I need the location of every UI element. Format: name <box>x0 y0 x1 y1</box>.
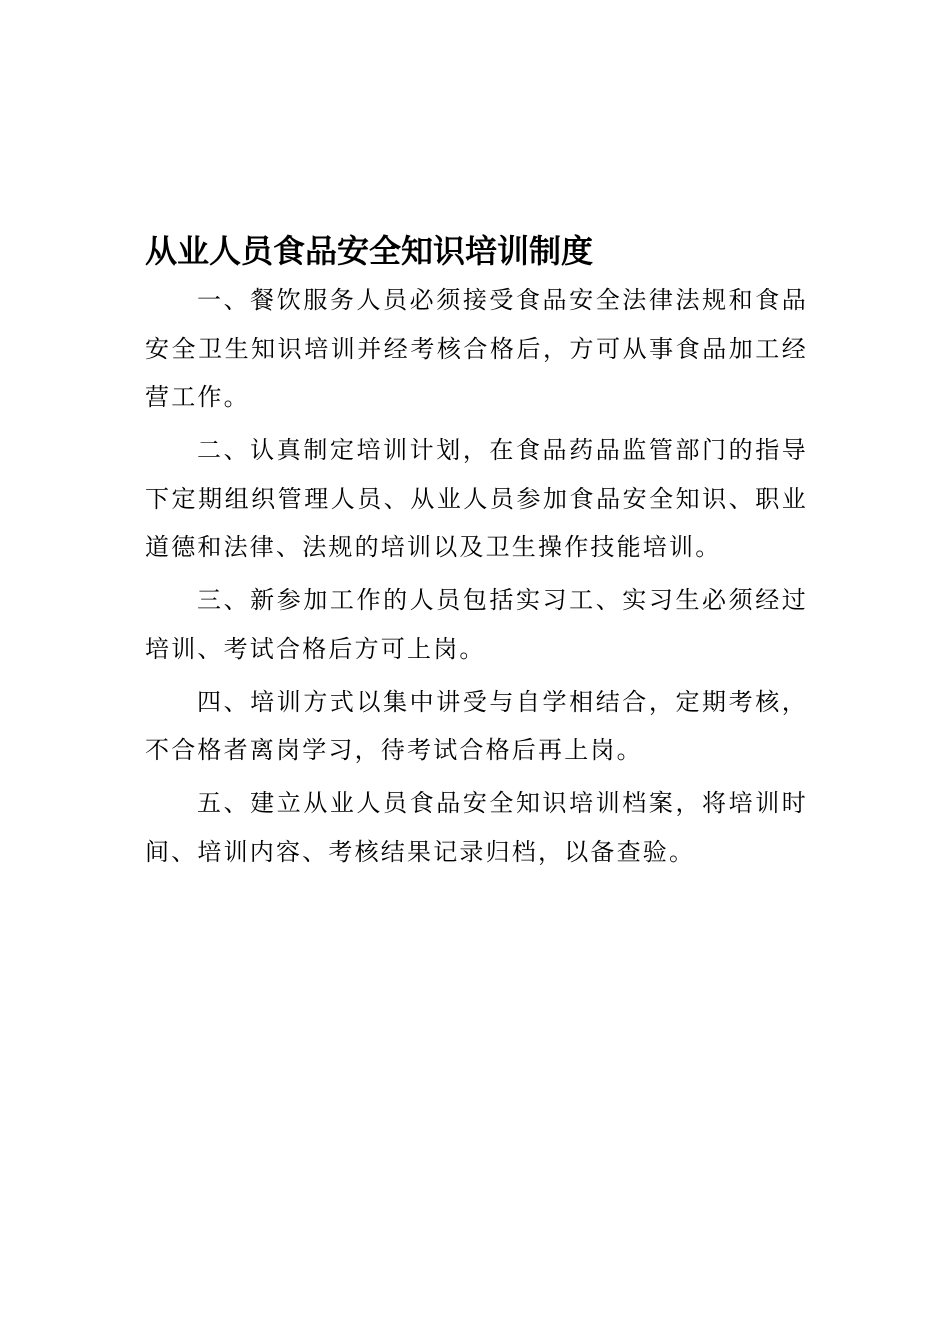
paragraph-2: 二、认真制定培训计划，在食品药品监管部门的指导下定期组织管理人员、从业人员参加食品安全知识、职业道德和法律、法规的培训以及卫生操作技能培训。 <box>145 436 808 561</box>
document-body <box>145 276 808 876</box>
document-title: 从业人员食品安全知识培训制度 <box>145 232 594 270</box>
paragraph-3: 三、新参加工作的人员包括实习工、实习生必须经过培训、考试合格后方可上岗。 <box>145 586 808 663</box>
paragraph-5: 五、建立从业人员食品安全知识培训档案，将培训时间、培训内容、考核结果记录归档，以备查验。 <box>145 789 808 866</box>
paragraph-4: 四、培训方式以集中讲受与自学相结合，定期考核，不合格者离岗学习，待考试合格后再上岗。 <box>145 687 808 764</box>
paragraph-1: 一、餐饮服务人员必须接受食品安全法律法规和食品安全卫生知识培训并经考核合格后，方可从事食品加工经营工作。 <box>145 286 808 411</box>
